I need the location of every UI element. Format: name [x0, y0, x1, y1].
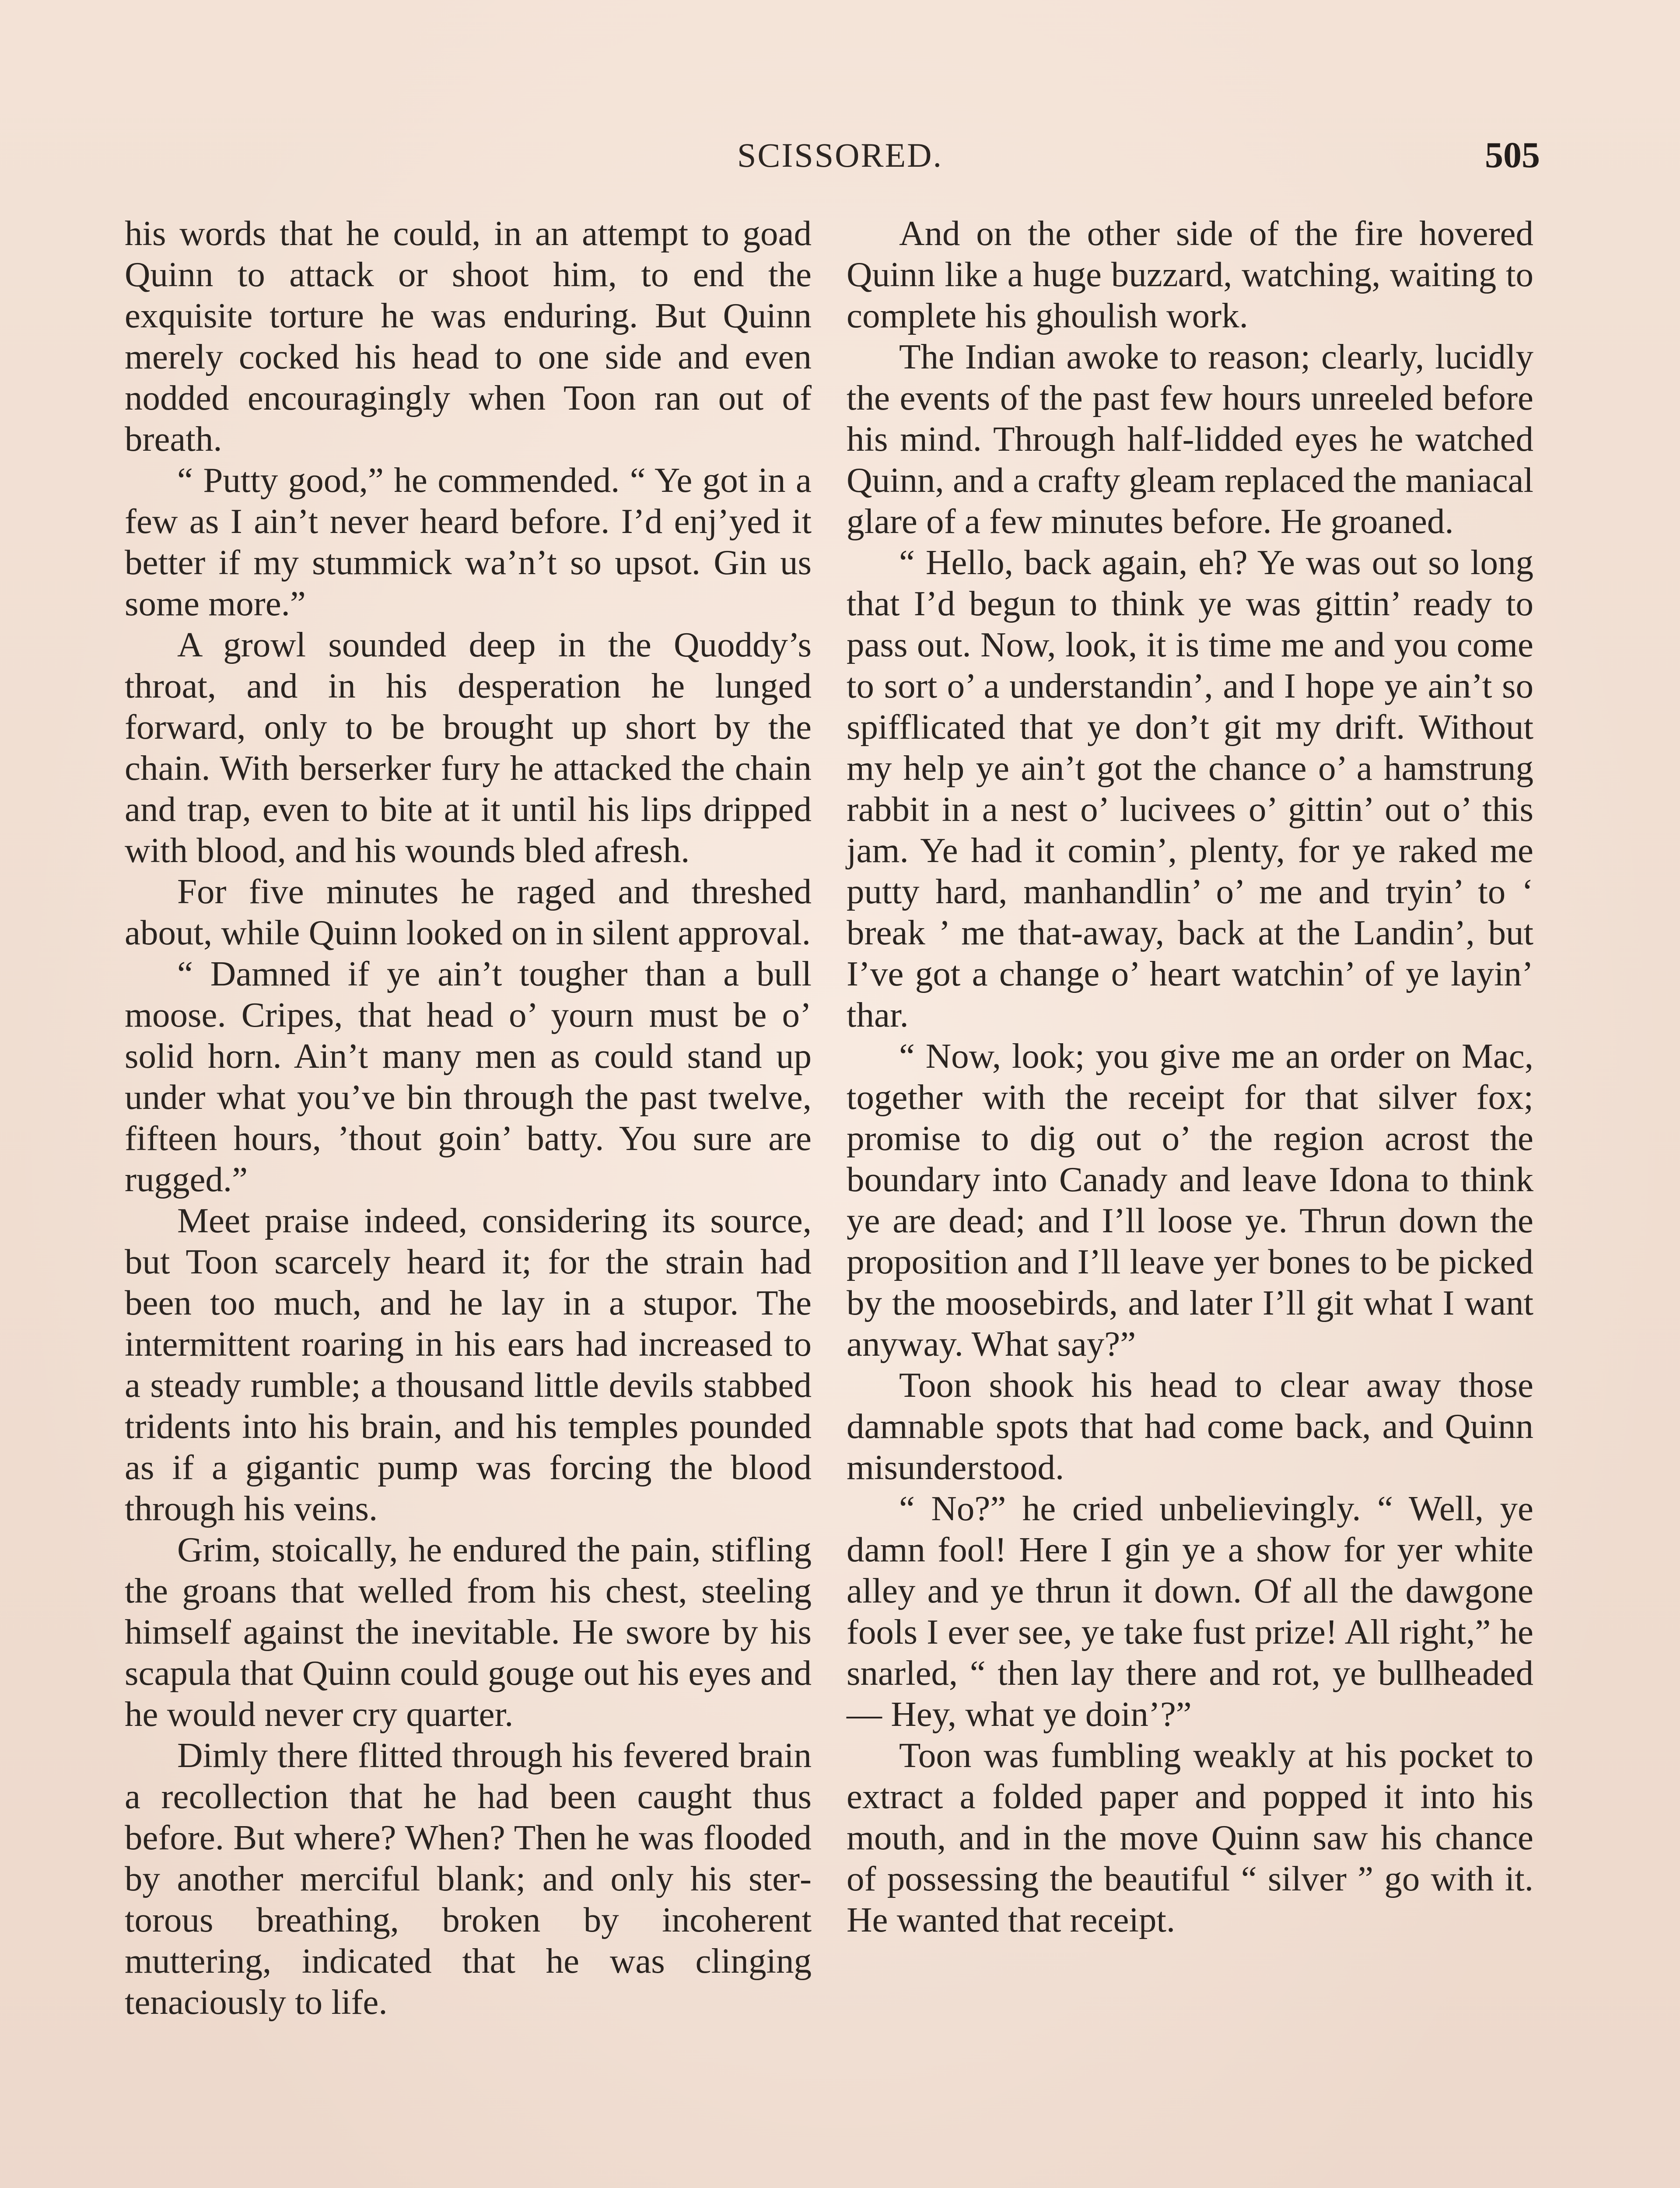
paragraph: “ Putty good,” he commended. “ Ye got in a few as I ain’t never heard before. I’d enj’yed it better if my stummick wa’n’t so upsot. Gin us some more.” — [125, 460, 812, 623]
paragraph: Dimly there flitted through his fevered brain a recollection that he had been caught thus before. But where? When? Then he was flooded by another merciful blank; and only his stertorous breathing, broken by incoherent muttering, indicated that he was clinging tenaciously to life. — [125, 1736, 812, 2022]
paragraph: “ Now, look; you give me an order on Mac, together with the receipt for that silver fox; promise to dig out o’ the region acrost the boundary into Canady and leave Idona to think ye are dead; and I’ll loose ye. Thrun down the proposition and I’ll leave yer bones to be picked by the moosebirds, and later I’ll git what I want anyway. What say?” — [847, 1036, 1533, 1364]
right-text-column — [847, 213, 1533, 1940]
paragraph: “ No?” he cried unbelievingly. “ Well, ye damn fool! Here I gin ye a show for yer white alley and ye thrun it down. Of all the dawgone fools I ever see, ye take fust prize! All right,” he snarled, “ then lay there and rot, ye bullheaded— Hey, what ye doin’?” — [847, 1489, 1533, 1734]
running-header — [0, 131, 1680, 179]
paragraph: “ Hello, back again, eh? Ye was out so long that I’d begun to think ye was gittin’ ready to pass out. Now, look, it is time me and you come to sort o’ a understandin’, and I hope ye ain’t so spifflicated that ye don’t git my drift. Without my help ye ain’t got the chance o’ a hamstrung rabbit in a nest o’ lucivees o’ gittin’ out o’ this jam. Ye had it comin’, plenty, for ye raked me putty hard, manhandlin’ o’ me and tryin’ to ‘ break ’ me that-away, back at the Landin’, but I’ve got a change o’ heart watchin’ of ye layin’ thar. — [847, 543, 1533, 1034]
paragraph: Grim, stoically, he endured the pain, stifling the groans that welled from his chest, steeling himself against the inevitable. He swore by his scapula that Quinn could gouge out his eyes and he would never cry quarter. — [125, 1530, 812, 1734]
running-title: SCISSORED. — [737, 136, 943, 174]
paragraph: Meet praise indeed, considering its source, but Toon scarcely heard it; for the strain had been too much, and he lay in a stupor. The intermittent roaring in his ears had increased to a steady rumble; a thousand little devils stabbed tridents into his brain, and his temples pounded as if a gigantic pump was forcing the blood through his veins. — [125, 1201, 812, 1528]
page-number: 505 — [1485, 135, 1540, 175]
paragraph: Toon was fumbling weakly at his pocket to extract a folded paper and popped it into his mouth, and in the move Quinn saw his chance of possessing the beautiful “ silver ” go with it. He wanted that receipt. — [847, 1736, 1533, 1939]
paragraph: A growl sounded deep in the Quoddy’s throat, and in his desperation he lunged forward, only to be brought up short by the chain. With berserker fury he attacked the chain and trap, even to bite at it until his lips dripped with blood, and his wounds bled afresh. — [125, 625, 812, 870]
paragraph: Toon shook his head to clear away those damnable spots that had come back, and Quinn misunderstood. — [847, 1365, 1533, 1487]
paragraph: The Indian awoke to reason; clearly, lucidly the events of the past few hours unreeled before his mind. Through half-lidded eyes he watched Quinn, and a crafty gleam replaced the maniacal glare of a few minutes before. He groaned. — [847, 337, 1533, 541]
paragraph: his words that he could, in an attempt to goad Quinn to attack or shoot him, to end the exquisite torture he was enduring. But Quinn merely cocked his head to one side and even nodded encouragingly when Toon ran out of breath. — [125, 214, 812, 459]
paragraph: For five minutes he raged and threshed about, while Quinn looked on in silent approval. — [125, 872, 812, 952]
paragraph: “ Damned if ye ain’t tougher than a bull moose. Cripes, that head o’ yourn must be o’ solid horn. Ain’t many men as could stand up under what you’ve bin through the past twelve, fifteen hours, ’thout goin’ batty. You sure are rugged.” — [125, 954, 812, 1199]
left-text-column — [125, 213, 812, 2023]
paragraph: And on the other side of the fire hovered Quinn like a huge buzzard, watching, waiting to complete his ghoulish work. — [847, 214, 1533, 335]
